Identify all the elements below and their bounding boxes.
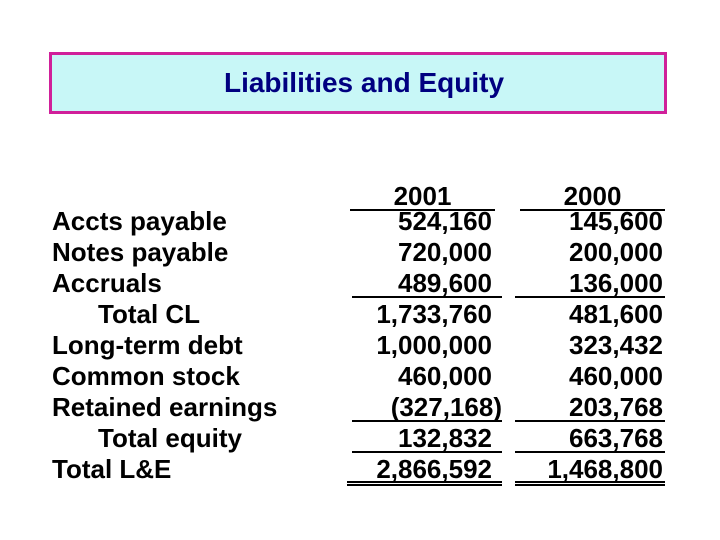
value-2001-retained-earnings: (327,168) xyxy=(352,392,502,422)
value-2000-total-le: 1,468,800 xyxy=(515,454,665,486)
value-2000-notes-payable: 200,000 xyxy=(569,237,663,267)
value-2001-common-stock: 460,000 xyxy=(398,361,492,391)
value-2000-accts-payable: 145,600 xyxy=(569,206,663,236)
row-label-accruals: Accruals xyxy=(52,268,162,298)
column-header-2000: 2000 xyxy=(520,181,665,211)
row-label-total-le: Total L&E xyxy=(52,454,172,484)
row-label-total-equity: Total equity xyxy=(98,423,242,453)
row-label-notes-payable: Notes payable xyxy=(52,237,229,267)
row-label-long-term-debt: Long-term debt xyxy=(52,330,243,360)
page-title: Liabilities and Equity xyxy=(223,67,505,98)
row-label-common-stock: Common stock xyxy=(52,361,240,391)
value-2001-long-term-debt: 1,000,000 xyxy=(376,330,492,360)
value-2000-retained-earnings: 203,768 xyxy=(515,392,665,422)
value-2000-common-stock: 460,000 xyxy=(569,361,663,391)
column-header-2001: 2001 xyxy=(350,181,495,211)
row-label-total-cl: Total CL xyxy=(98,299,201,329)
value-2001-total-equity: 132,832 xyxy=(352,423,502,453)
value-2000-total-cl: 481,600 xyxy=(569,299,663,329)
value-2001-total-cl: 1,733,760 xyxy=(376,299,492,329)
value-2001-total-le: 2,866,592 xyxy=(347,454,502,486)
value-2001-accts-payable: 524,160 xyxy=(398,206,492,236)
value-2001-accruals: 489,600 xyxy=(352,268,502,298)
value-2000-accruals: 136,000 xyxy=(515,268,665,298)
row-label-accts-payable: Accts payable xyxy=(52,206,227,236)
value-2001-notes-payable: 720,000 xyxy=(398,237,492,267)
title-box xyxy=(49,52,667,114)
row-label-retained-earnings: Retained earnings xyxy=(52,392,278,422)
value-2000-long-term-debt: 323,432 xyxy=(569,330,663,360)
value-2000-total-equity: 663,768 xyxy=(515,423,665,453)
